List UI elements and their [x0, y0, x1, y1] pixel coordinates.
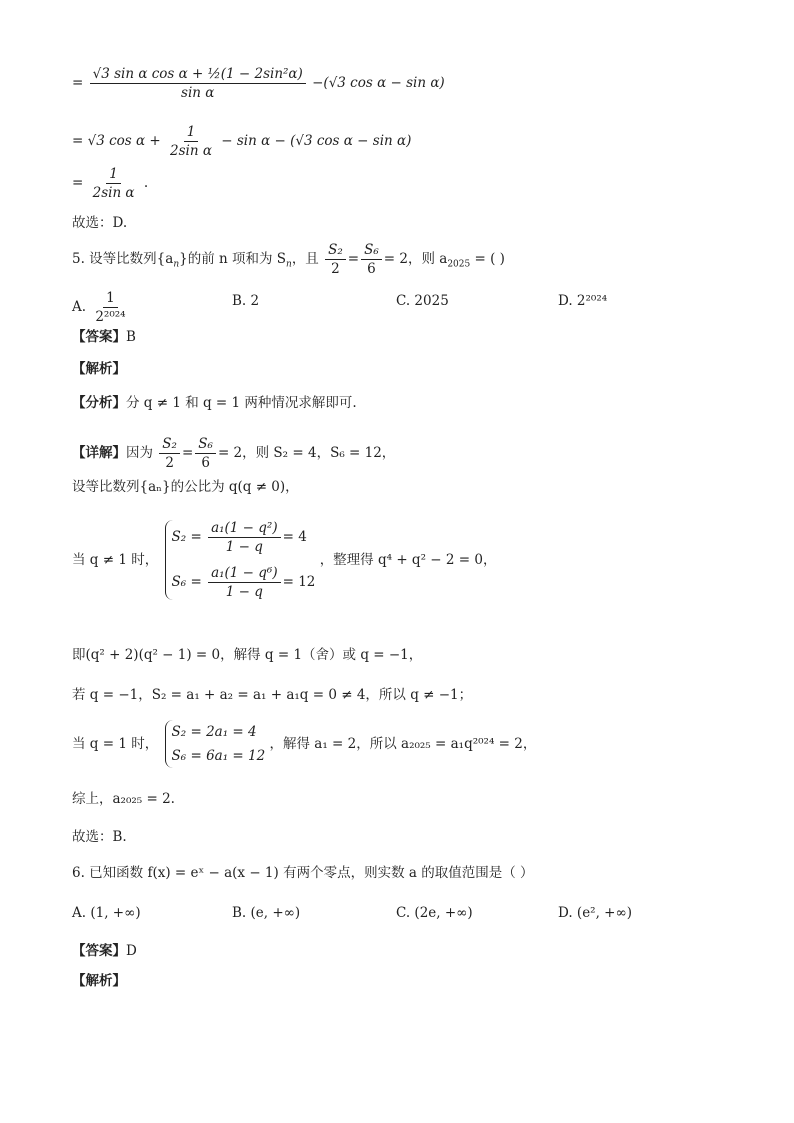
derivation-line-2-head: = √3 cos α +: [72, 133, 161, 149]
xiangjie-fraction-s2: [159, 436, 180, 471]
q6-stem: 6. 已知函数 f(x) = eˣ − a(x − 1) 有两个零点，则实数 a 的取值范围是（ ）: [72, 865, 534, 881]
equals-sign: =: [72, 75, 84, 91]
xiangjie-fraction-s2-num: S₂: [159, 436, 180, 454]
answer-value: D: [126, 943, 137, 959]
q6-analysis-tag: 【解析】: [72, 973, 126, 989]
choose-d-line: 故选：D.: [72, 215, 128, 231]
case2-head: 当 q = 1 时，: [72, 736, 159, 752]
q6-option-a: A. (1, +∞): [72, 905, 141, 921]
derivation-line-2-tail: − sin α − (√3 cos α − sin α): [221, 133, 412, 149]
row2-fraction: [208, 565, 281, 600]
row1-lhs: S₂ =: [171, 529, 202, 545]
xiangjie-fraction-s2-den: 2: [165, 455, 174, 471]
q5-answer: [72, 328, 136, 346]
q5-option-c: C. 2025: [396, 293, 449, 309]
fraction-3-numerator: 1: [106, 166, 121, 184]
q5-case1: [72, 520, 496, 600]
q5-stem-part-d: = 2，则 a: [383, 251, 448, 267]
answer-value: B: [126, 329, 136, 345]
fraction-3-denominator: 2sin α: [92, 185, 135, 201]
case1-system: [165, 520, 316, 600]
case2-tail: ，解得 a₁ = 2，所以 a₂₀₂₅ = a₁q²⁰²⁴ = 2，: [269, 736, 537, 752]
q6-answer: [72, 942, 137, 960]
q5-fraction-s6-num: S₆: [361, 242, 382, 260]
xiangjie-head: 因为: [126, 445, 153, 461]
fenxi-tag: 【分析】: [72, 395, 126, 411]
q5-option-a-num: 1: [103, 290, 118, 308]
case2-system: [165, 720, 266, 768]
row1-fraction: [208, 520, 281, 555]
q5-stem-part-e: = ( ): [470, 251, 505, 267]
row2-lhs: S₆ =: [171, 574, 202, 590]
q6-option-d: D. (e², +∞): [558, 905, 632, 921]
case1-head: 当 q ≠ 1 时，: [72, 552, 159, 568]
fraction-2-denominator: 2sin α: [170, 143, 212, 159]
q5-case2: [72, 720, 536, 768]
q5-stem: 5. 设等比数列$\{a_n\}$的前 n 项和为 $S_n$，且 $\frac{\text{S₂}}{2}$ = $\frac{\text{S₆}}{6}$ = 2，则 $a_{2025}$ = ( ): [72, 242, 505, 277]
q5-option-d: D. 2²⁰²⁴: [558, 293, 608, 309]
q6-option-b: B. (e, +∞): [232, 905, 301, 921]
q5-xiangjie: 【详解】因为 $\frac{\text{S₂}}{2}$ = $\frac{\text{S₆}}{6}$ = 2，则 S₂ = 4，S₆ = 12，: [72, 436, 396, 471]
fraction-2-numerator: 1: [184, 124, 199, 142]
q5-check-line: 若 q = −1，S₂ = a₁ + a₂ = a₁ + a₁q = 0 ≠ 4，所以 q ≠ −1；: [72, 687, 473, 703]
equals-sign: =: [72, 175, 84, 191]
q5-fraction-s2: [325, 242, 346, 277]
case1-system-row-2: [172, 565, 316, 600]
q5-ratio-line: 设等比数列{aₙ}的公比为 q(q ≠ 0)，: [72, 479, 299, 495]
fenxi-text: 分 q ≠ 1 和 q = 1 两种情况求解即可.: [126, 395, 357, 411]
q6-option-c: C. (2e, +∞): [396, 905, 473, 921]
fraction-2: [167, 124, 215, 159]
answer-tag: 【答案】: [72, 943, 126, 959]
q5-option-a-den: 2²⁰²⁴: [95, 309, 126, 325]
fraction-1-denominator: sin α: [181, 85, 215, 101]
q5-fraction-s2-num: S₂: [325, 242, 346, 260]
q5-stem-sub: 2025: [447, 259, 471, 270]
case1-tail: ，整理得 q⁴ + q² − 2 = 0，: [319, 552, 497, 568]
case2-row-2: S₆ = 6a₁ = 12: [171, 748, 266, 764]
q5-option-a-fraction: [92, 290, 128, 325]
q5-fenxi: [72, 394, 357, 412]
xiangjie-fraction-s6-den: 6: [201, 455, 210, 471]
derivation-line-1: [72, 66, 445, 101]
row2-rhs: = 12: [282, 574, 316, 590]
fraction-3: [90, 166, 138, 201]
q5-choose: 故选：B.: [72, 829, 127, 845]
q5-fraction-s6: [361, 242, 382, 277]
q5-stem-part-c: ，且: [291, 251, 319, 267]
row2-den: 1 − q: [225, 584, 263, 600]
derivation-line-2: [72, 124, 411, 159]
row1-rhs: = 4: [282, 529, 307, 545]
q5-option-a-label: A.: [72, 299, 87, 315]
q5-factor-line: 即(q² + 2)(q² − 1) = 0，解得 q = 1（舍）或 q = −1，: [72, 647, 423, 663]
period: .: [143, 175, 149, 191]
case1-system-row-1: [172, 520, 316, 555]
row1-num: a₁(1 − q²): [208, 520, 281, 538]
derivation-line-3: [72, 166, 148, 201]
xiangjie-fraction-s6-num: S₆: [195, 436, 216, 454]
row2-num: a₁(1 − q⁶): [208, 565, 281, 583]
fraction-1: [90, 66, 306, 101]
q5-fraction-s6-den: 6: [367, 261, 376, 277]
q5-summary: 综上，a₂₀₂₅ = 2.: [72, 791, 175, 807]
xiangjie-tag: 【详解】: [72, 445, 126, 461]
q5-stem-part-a: 5. 设等比数列{a: [72, 251, 174, 267]
derivation-line-1-tail: −(√3 cos α − sin α): [312, 75, 445, 91]
xiangjie-tail: = 2，则 S₂ = 4，S₆ = 12，: [217, 445, 396, 461]
q5-fraction-s2-den: 2: [331, 261, 340, 277]
row1-den: 1 − q: [225, 539, 263, 555]
q5-option-b: B. 2: [232, 293, 260, 309]
fraction-1-numerator: √3 sin α cos α + ½(1 − 2sin²α): [90, 66, 306, 84]
answer-tag: 【答案】: [72, 329, 126, 345]
case2-row-1: S₂ = 2a₁ = 4: [171, 724, 257, 740]
q5-stem-part-b: }的前 n 项和为 S: [179, 251, 287, 267]
q5-option-a: [72, 290, 131, 325]
xiangjie-fraction-s6: [195, 436, 216, 471]
q5-analysis-tag: 【解析】: [72, 361, 126, 377]
